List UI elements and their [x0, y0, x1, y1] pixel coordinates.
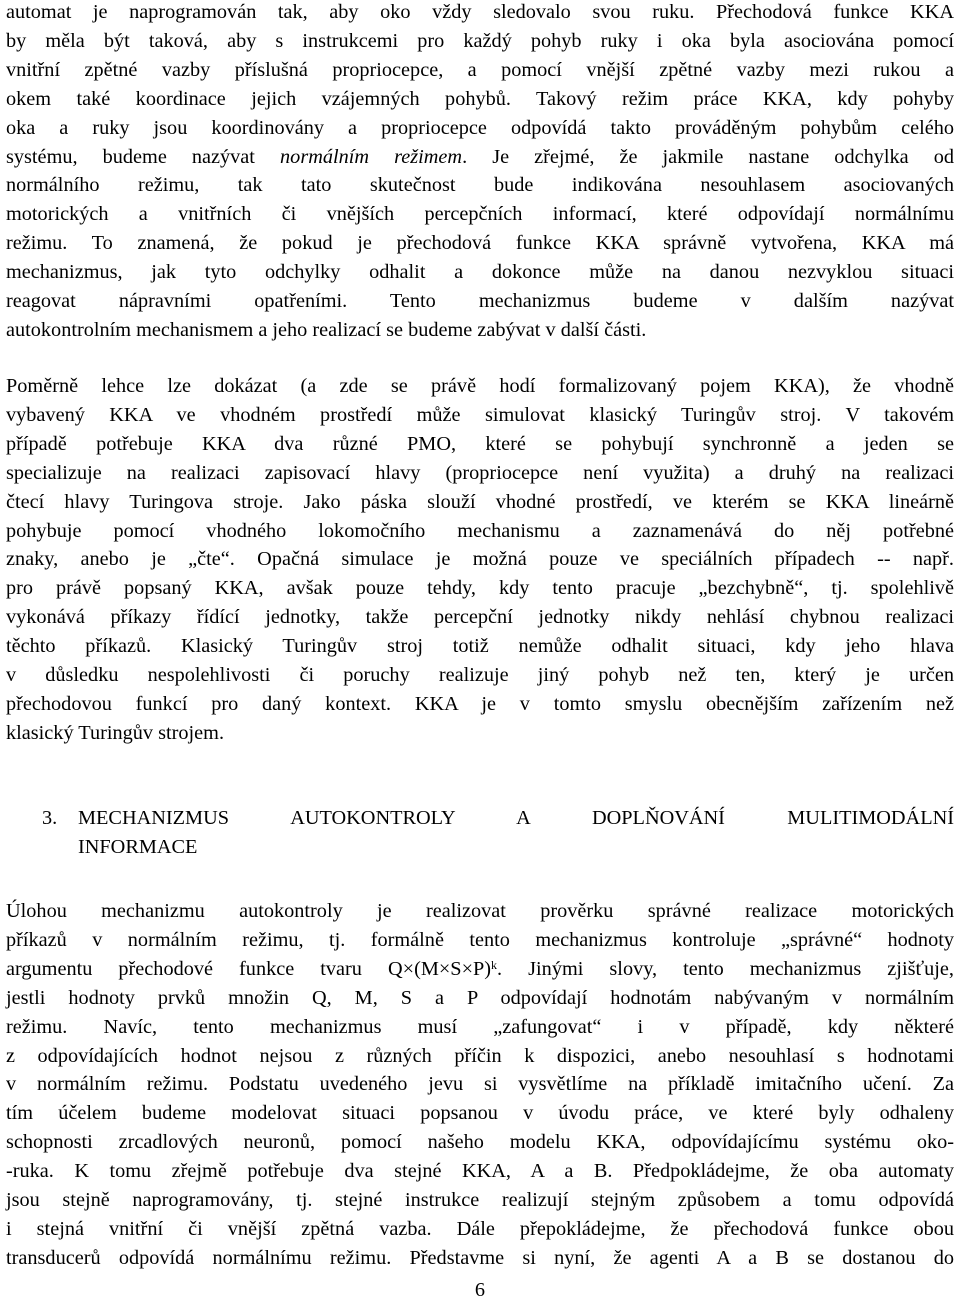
italic-term: normálním režimem — [280, 145, 463, 168]
text-line: případě potřebuje KKA dva různé PMO, které se pohybují synchronně a jeden se — [6, 432, 954, 455]
text-line: v důsledku nespolehlivosti či poruchy realizuje jiný pohyb než ten, který je určen — [6, 664, 954, 687]
text-line: vykonává příkazy řídící jednotky, takže percepční jednotky nikdy nehlásí chybnou realizaci — [6, 606, 954, 629]
text-line: normálního režimu, tak tato skutečnost bude indikována nesouhlasem asociovaných — [6, 174, 954, 197]
text-line: vnitřní zpětné vazby příslušná propriocepce, a pomocí vnější zpětné vazby mezi rukou a — [6, 58, 954, 81]
text-line: by měla být taková, aby s instrukcemi pro každý pohyb ruky i oka byla asociována pomocí — [6, 29, 954, 52]
text-line: reagovat nápravními opatřeními. Tento mechanizmus budeme v dalším nazývat — [6, 290, 954, 313]
text-run: . Je zřejmé, že jakmile nastane odchylka od — [462, 145, 954, 168]
text-line: i stejná vnitřní či vnější zpětná vazba. Dále přepokládejme, že přechodová funkce obou — [6, 1217, 954, 1240]
text-line: z odpovídajících hodnot nejsou z různých příčin k dispozici, anebo nesouhlasí s hodnotami — [6, 1044, 954, 1067]
paragraph-2 — [6, 372, 954, 748]
text-line: mechanizmus, jak tyto odchylky odhalit a dokonce může na danou nezvyklou situaci — [6, 261, 954, 284]
text-run: argumentu přechodové funkce tvaru Q×(M×S×P) — [6, 957, 492, 980]
text-line: jestli hodnoty prvků množin Q, M, S a P odpovídají hodnotám nabývaným v normálním — [6, 986, 954, 1009]
paragraph-3 — [6, 897, 954, 1273]
text-line: pro právě popsaný KKA, avšak pouze tehdy, kdy tento pracuje „bezchybně“, tj. spolehlivě — [6, 577, 954, 600]
text-line — [6, 955, 954, 984]
text-line: motorických a vnitřních či vnějších percepčních informací, které odpovídají normálnímu — [6, 203, 954, 226]
text-run: systému, budeme nazývat — [6, 145, 255, 168]
superscript: k — [491, 957, 498, 972]
text-line: schopnosti zrcadlových neuronů, pomocí našeho modelu KKA, odpovídajícímu systému oko- — [6, 1131, 954, 1154]
text-line: vybavený KKA ve vhodném prostředí může simulovat klasický Turingův stroj. V takovém — [6, 403, 954, 426]
text-line: znaky, anebo je „čte“. Opačná simulace je možná pouze ve speciálních případech -- např. — [6, 548, 954, 571]
text-line: oka a ruky jsou koordinovány a propriocepce odpovídá takto prováděným pohybům celého — [6, 116, 954, 139]
section-number: 3. — [42, 807, 58, 829]
text-line: -ruka. K tomu zřejmě potřebuje dva stejné KKA, A a B. Předpokládejme, že oba automaty — [6, 1160, 954, 1183]
section-title-line: INFORMACE — [78, 836, 198, 858]
text-line: Poměrně lehce lze dokázat (a zde se právě hodí formalizovaný pojem KKA), že vhodně — [6, 375, 954, 397]
page-number: 6 — [474, 1279, 486, 1301]
text-line: autokontrolním mechanismem a jeho realizací se budeme zabývat v další části. — [6, 318, 647, 341]
text-line — [6, 143, 954, 172]
text-line: transducerů odpovídá normálnímu režimu. Představme si nyní, že agenti A a B se dostanou do — [6, 1246, 954, 1269]
text-line: tím účelem budeme modelovat situaci popsanou v úvodu práce, ve které byly odhaleny — [6, 1102, 954, 1125]
text-line: čtecí hlavy Turingova stroje. Jako páska slouží vhodné prostředí, ve kterém se KKA lineárně — [6, 490, 954, 513]
text-line: automat je naprogramován tak, aby oko vždy sledovalo svou ruku. Přechodová funkce KKA — [6, 1, 954, 23]
paragraph-1 — [6, 0, 954, 345]
section-title-line: MECHANIZMUS AUTOKONTROLY A DOPLŇOVÁNÍ MULITIMODÁLNÍ — [78, 807, 954, 829]
text-line: specializuje na realizaci zapisovací hlavy (propriocepce není využita) a druhý na realizaci — [6, 461, 954, 484]
text-line: těchto příkazů. Klasický Turingův stroj totiž nemůže odhalit situaci, kdy jeho hlava — [6, 635, 954, 658]
text-line: přechodovou funkcí pro daný kontext. KKA je v tomto smyslu obecnějším zařízením než — [6, 692, 954, 715]
text-line: Úlohou mechanizmu autokontroly je realizovat prověrku správné realizace motorických — [6, 900, 954, 922]
text-line: příkazů v normálním režimu, tj. formálně tento mechanizmus kontroluje „správné“ hodnoty — [6, 928, 954, 951]
text-line: režimu. Navíc, tento mechanizmus musí „zafungovat“ i v případě, kdy některé — [6, 1015, 954, 1038]
text-line: v normálním režimu. Podstatu uvedeného jevu si vysvětlíme na příkladě imitačního učení. Za — [6, 1073, 954, 1096]
text-line: okem také koordinace jejich vzájemných pohybů. Takový režim práce KKA, kdy pohyby — [6, 87, 954, 110]
text-run: . Jinými slovy, tento mechanizmus zjišťuje, — [497, 957, 954, 980]
text-line: klasický Turingův strojem. — [6, 721, 225, 744]
text-line: jsou stejně naprogramovány, tj. stejné instrukce realizují stejným způsobem a tomu odpovídá — [6, 1189, 954, 1212]
text-line: pohybuje pomocí vhodného lokomočního mechanismu a zaznamenává do něj potřebné — [6, 519, 954, 542]
text-line: režimu. To znamená, že pokud je přechodová funkce KKA správně vytvořena, KKA má — [6, 232, 954, 255]
